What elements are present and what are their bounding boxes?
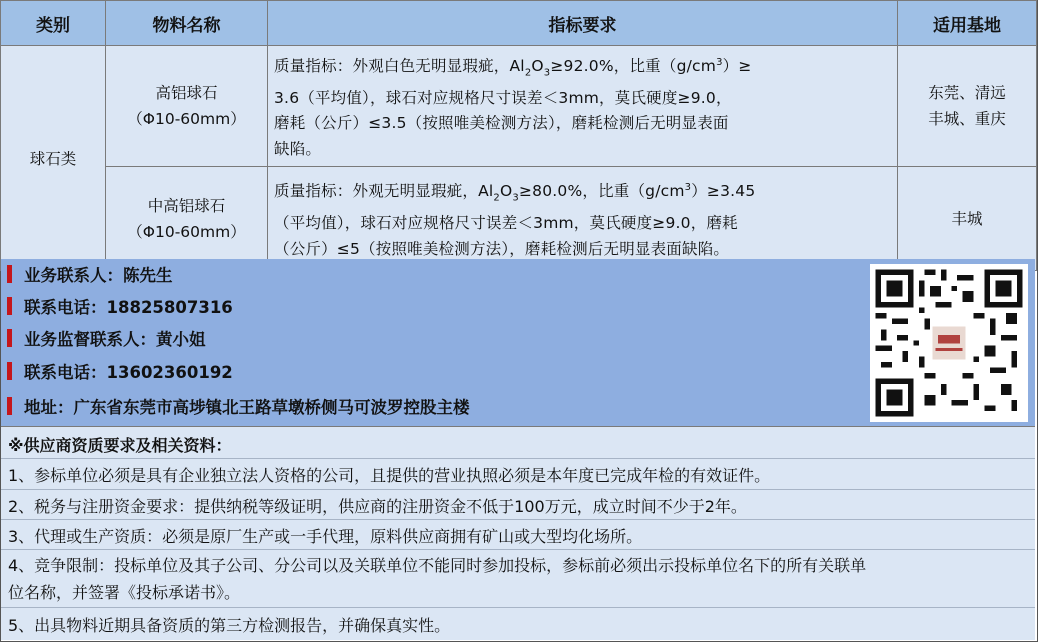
spec-table <box>0 0 1037 271</box>
table-header-row <box>1 1 1037 46</box>
bullet-bar <box>7 362 12 380</box>
table-row <box>1 46 1037 167</box>
bullet-bar <box>7 297 12 315</box>
material-size: （Φ10-60mm） <box>127 222 246 241</box>
note-item: 5、出具物料近期具备资质的第三方检测报告，并确保真实性。 <box>8 616 451 635</box>
superscript: 3 <box>684 182 692 194</box>
req-text: 3.6（平均值），球石对应规格尺寸误差＜3mm，莫氏硬度≥9.0， <box>274 88 732 107</box>
divider <box>1 489 1035 490</box>
category-cell: 球石类 <box>1 46 106 271</box>
qr-code <box>870 264 1028 422</box>
bullet-bar <box>7 329 12 347</box>
req-text: （公斤）≤5（按照唯美检测方法），磨耗检测后无明显表面缺陷。 <box>274 239 730 258</box>
divider <box>1 607 1035 608</box>
address: 地址：广东省东莞市高埗镇北王路草墩桥侧马可波罗控股主楼 <box>24 398 470 417</box>
subscript: 2 <box>493 192 500 204</box>
superscript: 3 <box>716 57 723 68</box>
material-size: （Φ10-60mm） <box>127 110 246 129</box>
base-cell <box>898 46 1037 167</box>
req-text: 质量指标：外观白色无明显瑕疵，Al <box>274 57 525 76</box>
supervisor-contact: 业务监督联系人：黄小姐 <box>24 330 206 349</box>
contact-person: 业务联系人：陈先生 <box>24 266 173 285</box>
note-item: 1、参标单位必须是具有企业独立法人资格的公司，且提供的营业执照必须是本年度已完成年检的有效证件。 <box>8 466 771 485</box>
divider <box>1 458 1035 459</box>
req-text: ）≥ <box>722 57 752 76</box>
contact-phone: 联系电话：18825807316 <box>24 298 233 317</box>
contact-line <box>1 323 206 353</box>
material-name: 中高铝球石 <box>147 196 226 215</box>
material-cell <box>106 46 268 167</box>
contact-line <box>1 391 470 421</box>
req-text: （平均值），球石对应规格尺寸误差＜3mm，莫氏硬度≥9.0，磨耗 <box>274 214 738 233</box>
header-base: 适用基地 <box>898 1 1037 46</box>
req-text: ）≥3.45 <box>691 182 756 201</box>
bullet-bar <box>7 265 12 283</box>
req-text: O <box>531 57 544 76</box>
base-text: 丰城、重庆 <box>928 110 1006 129</box>
base-text: 东莞、清远 <box>928 84 1006 103</box>
contact-line <box>1 291 233 321</box>
bullet-bar <box>7 397 12 415</box>
subscript: 3 <box>543 67 551 79</box>
table-row <box>1 167 1037 271</box>
notes-title: ※供应商资质要求及相关资料： <box>8 436 232 455</box>
req-text: ≥80.0%，比重（g/cm <box>518 182 685 201</box>
header-category: 类别 <box>1 1 106 46</box>
header-requirement: 指标要求 <box>268 1 898 46</box>
subscript: 2 <box>524 67 532 79</box>
material-name: 高铝球石 <box>155 84 218 103</box>
req-text: O <box>499 182 513 201</box>
note-item: 2、税务与注册资金要求：提供纳税等级证明，供应商的注册资金不低于100万元，成立时间不少于2年。 <box>8 497 747 516</box>
subscript: 3 <box>512 192 519 204</box>
contact-line <box>1 259 173 289</box>
header-material: 物料名称 <box>106 1 268 46</box>
req-text: 缺陷。 <box>274 139 322 158</box>
requirement-cell <box>268 46 898 167</box>
base-cell <box>898 167 1037 271</box>
divider <box>1 549 1035 550</box>
divider <box>1 519 1035 520</box>
req-text: 质量指标：外观无明显瑕疵，Al <box>274 182 494 201</box>
contact-line <box>1 356 233 386</box>
req-text: ≥92.0%，比重（g/cm <box>550 57 717 76</box>
note-item: 4、竞争限制：投标单位及其子公司、分公司以及关联单位不能同时参加投标，参标前必须出示投标单位名下的所有关联单 <box>8 556 867 575</box>
requirement-cell <box>268 167 898 271</box>
base-text: 丰城 <box>951 209 983 228</box>
supervisor-phone: 联系电话：13602360192 <box>24 363 233 382</box>
note-item-continued: 位名称，并签署《投标承诺书》。 <box>8 583 241 602</box>
material-cell <box>106 167 268 271</box>
req-text: 磨耗（公斤）≤3.5（按照唯美检测方法），磨耗检测后无明显表面 <box>274 114 729 133</box>
note-item: 3、代理或生产资质：必须是原厂生产或一手代理，原料供应商拥有矿山或大型均化场所。 <box>8 527 643 546</box>
notes-section <box>1 427 1035 640</box>
